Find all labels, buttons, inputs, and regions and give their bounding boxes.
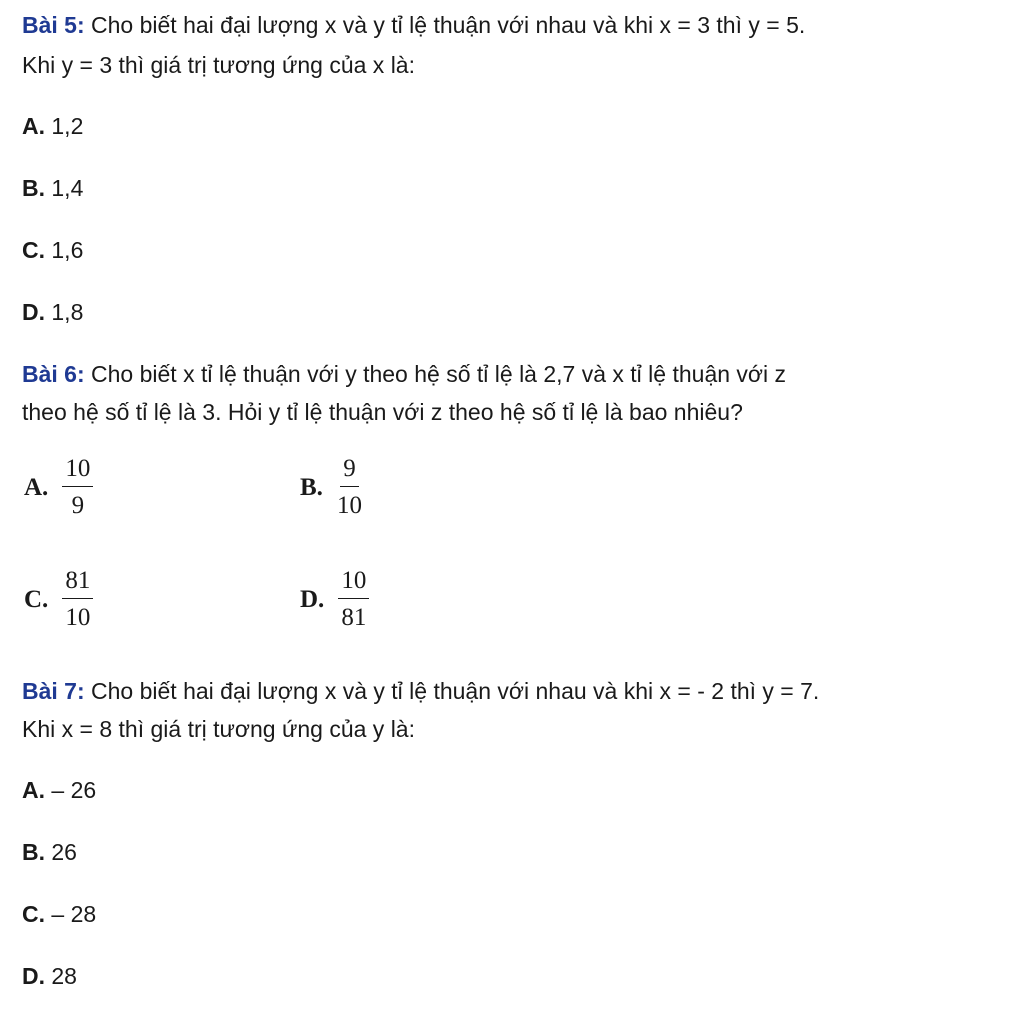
bai5-question-line2: Khi y = 3 thì giá trị tương ứng của x là: xyxy=(22,52,415,78)
bai7-text-line1: Cho biết hai đại lượng x và y tỉ lệ thuận với nhau và khi x = - 2 thì y = 7. xyxy=(84,678,820,704)
bai6-title: Bài 6: xyxy=(22,361,85,387)
option-letter: A. xyxy=(24,473,49,501)
option-letter: B. xyxy=(22,175,45,201)
option-value: 1,2 xyxy=(45,113,84,139)
option-value: 1,8 xyxy=(45,299,84,325)
fraction-denominator: 81 xyxy=(341,604,367,631)
bai6-question-line1 xyxy=(22,359,786,389)
fraction xyxy=(337,456,362,519)
fraction-numerator: 81 xyxy=(62,568,93,599)
option-letter: D. xyxy=(300,585,325,613)
fraction-numerator: 10 xyxy=(338,568,369,599)
bai7-option-a xyxy=(22,775,96,805)
option-value: 28 xyxy=(45,963,77,989)
bai6-option-d xyxy=(300,568,369,631)
fraction-denominator: 9 xyxy=(71,492,85,519)
bai6-option-c xyxy=(24,568,93,631)
bai6-option-b xyxy=(300,456,362,519)
fraction xyxy=(62,568,93,631)
bai6-question-line2: theo hệ số tỉ lệ là 3. Hỏi y tỉ lệ thuận với z theo hệ số tỉ lệ là bao nhiêu? xyxy=(22,399,743,425)
option-value: – 26 xyxy=(45,777,97,803)
bai7-title: Bài 7: xyxy=(22,678,85,704)
option-value: – 28 xyxy=(45,901,97,927)
option-letter: D. xyxy=(22,299,45,325)
option-value: 1,4 xyxy=(45,175,84,201)
bai7-question-line1 xyxy=(22,676,819,706)
option-letter: C. xyxy=(24,585,49,613)
bai5-option-c xyxy=(22,235,83,265)
fraction-denominator: 10 xyxy=(65,604,91,631)
bai5-option-a xyxy=(22,111,83,141)
option-value: 26 xyxy=(45,839,77,865)
option-letter: C. xyxy=(22,237,45,263)
bai5-question-line1 xyxy=(22,10,805,40)
fraction-numerator: 10 xyxy=(62,456,93,487)
fraction-denominator: 10 xyxy=(336,492,362,519)
option-letter: A. xyxy=(22,777,45,803)
fraction xyxy=(62,456,93,519)
bai6-option-a xyxy=(24,456,93,519)
bai7-option-b xyxy=(22,837,77,867)
bai7-option-d xyxy=(22,961,77,991)
bai5-option-b xyxy=(22,173,83,203)
option-value: 1,6 xyxy=(45,237,84,263)
fraction-numerator: 9 xyxy=(340,456,359,487)
bai6-text-line1: Cho biết x tỉ lệ thuận với y theo hệ số tỉ lệ là 2,7 và x tỉ lệ thuận với z xyxy=(84,361,787,387)
bai5-title: Bài 5: xyxy=(22,12,85,38)
option-letter: B. xyxy=(300,473,323,501)
fraction xyxy=(338,568,369,631)
bai5-option-d xyxy=(22,297,83,327)
option-letter: B. xyxy=(22,839,45,865)
bai7-question-line2: Khi x = 8 thì giá trị tương ứng của y là: xyxy=(22,716,415,742)
bai5-text-line1: Cho biết hai đại lượng x và y tỉ lệ thuận với nhau và khi x = 3 thì y = 5. xyxy=(84,12,806,38)
bai7-option-c xyxy=(22,899,96,929)
option-letter: A. xyxy=(22,113,45,139)
option-letter: C. xyxy=(22,901,45,927)
option-letter: D. xyxy=(22,963,45,989)
